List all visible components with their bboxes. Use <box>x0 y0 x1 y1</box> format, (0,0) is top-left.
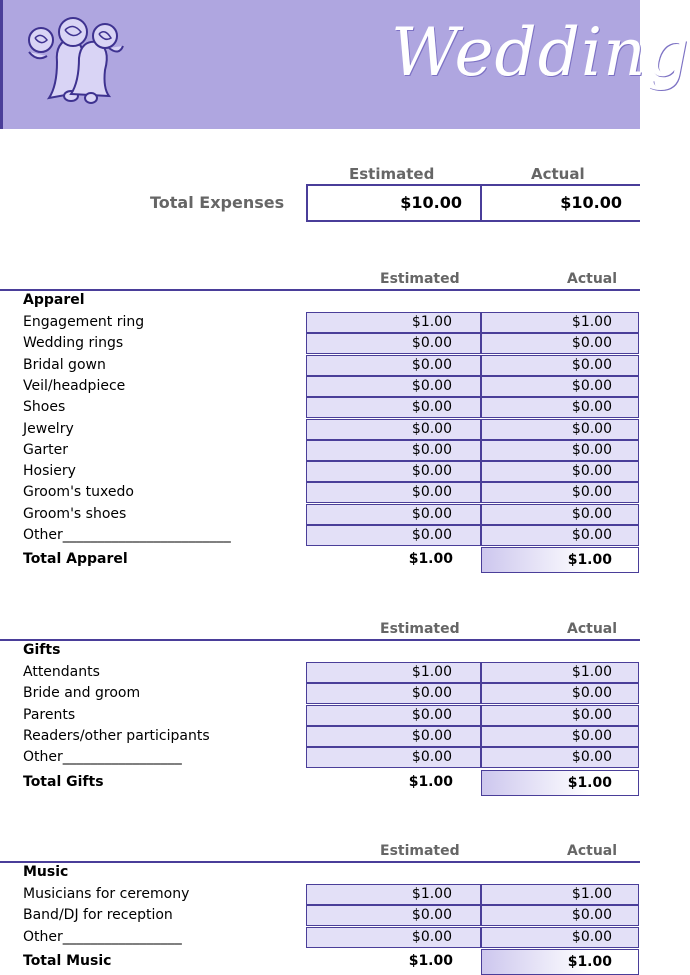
section-actual-header: Actual <box>567 271 618 287</box>
line-item-label: Veil/headpiece <box>23 377 126 394</box>
section-title: Music <box>23 864 69 880</box>
actual-cell[interactable]: $0.00 <box>481 440 639 461</box>
section-total-actual[interactable]: $1.00 <box>481 949 639 975</box>
actual-cell[interactable]: $0.00 <box>481 525 639 546</box>
estimated-cell[interactable]: $0.00 <box>306 482 481 503</box>
estimated-cell[interactable]: $0.00 <box>306 333 481 354</box>
actual-cell[interactable]: $1.00 <box>481 312 639 333</box>
line-item-label: Garter <box>23 441 69 458</box>
estimated-cell[interactable]: $1.00 <box>306 312 481 333</box>
total-expenses-actual[interactable]: $10.00 <box>480 184 640 222</box>
estimated-cell[interactable]: $0.00 <box>306 461 481 482</box>
actual-cell[interactable]: $0.00 <box>481 747 639 768</box>
estimated-cell[interactable]: $0.00 <box>306 747 481 768</box>
line-item-label: Jewelry <box>23 420 74 437</box>
actual-cell[interactable]: $0.00 <box>481 397 639 418</box>
actual-cell[interactable]: $0.00 <box>481 376 639 397</box>
estimated-cell[interactable]: $1.00 <box>306 662 481 683</box>
line-item-label: Other_________________ <box>23 928 182 945</box>
estimated-cell[interactable]: $0.00 <box>306 419 481 440</box>
line-item-label: Bride and groom <box>23 685 141 702</box>
actual-cell[interactable]: $0.00 <box>481 355 639 376</box>
section-total-estimated: $1.00 <box>408 773 453 790</box>
estimated-cell[interactable]: $0.00 <box>306 525 481 546</box>
estimated-cell[interactable]: $0.00 <box>306 397 481 418</box>
line-item-label: Band/DJ for reception <box>23 907 173 924</box>
section-actual-header: Actual <box>567 843 618 859</box>
estimated-cell[interactable]: $0.00 <box>306 683 481 704</box>
section-total-actual[interactable]: $1.00 <box>481 547 639 573</box>
section-total-estimated: $1.00 <box>408 551 453 568</box>
actual-cell[interactable]: $0.00 <box>481 482 639 503</box>
line-item-label: Groom's shoes <box>23 505 127 522</box>
line-item-label: Parents <box>23 706 76 723</box>
estimated-cell[interactable]: $0.00 <box>306 726 481 747</box>
actual-cell[interactable]: $0.00 <box>481 927 639 948</box>
actual-cell[interactable]: $0.00 <box>481 683 639 704</box>
estimated-cell[interactable]: $0.00 <box>306 355 481 376</box>
estimated-cell[interactable]: $0.00 <box>306 504 481 525</box>
section-title: Apparel <box>23 292 85 308</box>
estimated-cell[interactable]: $0.00 <box>306 705 481 726</box>
section-total-label: Total Gifts <box>23 773 104 790</box>
line-item-label: Hosiery <box>23 463 76 480</box>
line-item-label: Musicians for ceremony <box>23 886 190 902</box>
total-expenses-estimated[interactable]: $10.00 <box>306 184 482 222</box>
section-title: Gifts <box>23 642 61 658</box>
section-actual-header: Actual <box>567 621 618 637</box>
section-estimated-header: Estimated <box>380 843 460 859</box>
estimated-cell[interactable]: $0.00 <box>306 927 481 948</box>
line-item-label: Wedding rings <box>23 335 124 352</box>
banner-title: Wedding <box>391 14 690 91</box>
wedding-bells-roses-icon <box>19 12 131 116</box>
estimated-cell[interactable]: $0.00 <box>306 905 481 926</box>
section-total-estimated: $1.00 <box>408 952 453 969</box>
section-divider <box>0 639 640 641</box>
section-total-label: Total Apparel <box>23 551 128 568</box>
actual-cell[interactable]: $0.00 <box>481 726 639 747</box>
estimated-cell[interactable]: $0.00 <box>306 376 481 397</box>
line-item-label: Groom's tuxedo <box>23 484 134 501</box>
line-item-label: Shoes <box>23 399 66 416</box>
header-banner <box>0 0 690 129</box>
actual-cell[interactable]: $1.00 <box>481 662 639 683</box>
estimated-cell[interactable]: $0.00 <box>306 440 481 461</box>
section-estimated-header: Estimated <box>380 271 460 287</box>
line-item-label: Attendants <box>23 664 100 680</box>
line-item-label: Readers/other participants <box>23 727 210 744</box>
actual-cell[interactable]: $0.00 <box>481 705 639 726</box>
section-total-label: Total Music <box>23 952 112 969</box>
section-divider <box>0 289 640 291</box>
actual-cell[interactable]: $0.00 <box>481 333 639 354</box>
section-estimated-header: Estimated <box>380 621 460 637</box>
estimated-cell[interactable]: $1.00 <box>306 884 481 905</box>
actual-cell[interactable]: $0.00 <box>481 905 639 926</box>
total-expenses-label: Total Expenses <box>150 193 285 212</box>
line-item-label: Engagement ring <box>23 314 145 330</box>
actual-cell[interactable]: $0.00 <box>481 419 639 440</box>
actual-cell[interactable]: $0.00 <box>481 504 639 525</box>
line-item-label: Other_________________ <box>23 749 182 766</box>
section-divider <box>0 861 640 863</box>
actual-cell[interactable]: $0.00 <box>481 461 639 482</box>
actual-cell[interactable]: $1.00 <box>481 884 639 905</box>
line-item-label: Other________________________ <box>23 527 231 543</box>
summary-estimated-header: Estimated <box>349 165 435 183</box>
section-total-actual[interactable]: $1.00 <box>481 770 639 796</box>
summary-actual-header: Actual <box>531 165 585 183</box>
line-item-label: Bridal gown <box>23 356 106 373</box>
